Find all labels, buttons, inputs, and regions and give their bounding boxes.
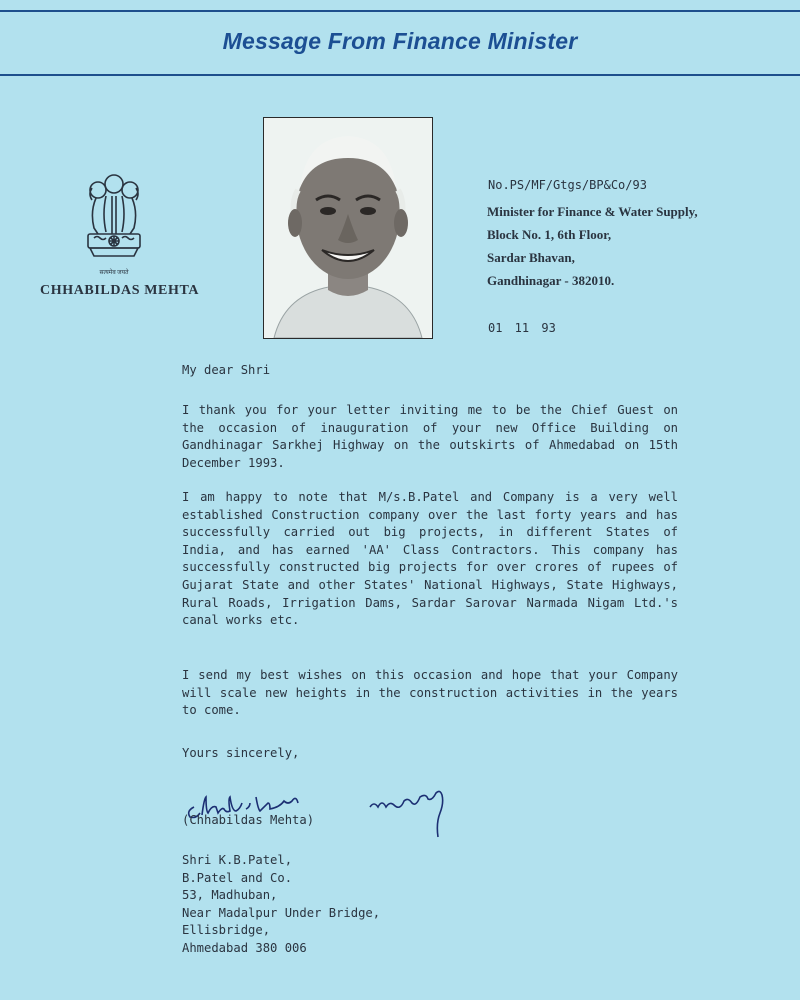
recipient-line: Shri K.B.Patel, [182,853,293,867]
salutation: My dear Shri [182,363,271,377]
signatory-name: (Chhabildas Mehta) [182,813,315,827]
recipient-line: Ahmedabad 380 006 [182,940,307,955]
page-title: Message From Finance Minister [222,28,578,54]
address-line: Gandhinagar - 382010. [487,273,615,288]
letter-paragraph: I thank you for your letter inviting me to be the Chief Guest on the occasion of inauguration of your new Office Building on Gandhinagar Sarkhej Highway on the outskirts of Ahmedabad on 15th December 1993. [182,403,678,470]
address-line: Minister for Finance & Water Supply, [487,204,698,219]
national-emblem-icon [78,168,150,278]
ministry-address [487,200,698,292]
recipient-line: 53, Madhuban, [182,888,278,903]
reference-number: No.PS/MF/Gtgs/BP&Co/93 [488,178,647,192]
letter-date: 01 11 93 [488,321,556,335]
address-line: Block No. 1, 6th Floor, [487,227,612,242]
recipient-line: Near Madalpur Under Bridge, [182,905,381,920]
emblem-motto: सत्यमेव जयते [99,270,129,276]
portrait-photo [263,117,433,339]
recipient-line: Ellisbridge, [182,923,271,938]
letter-paragraph: I am happy to note that M/s.B.Patel and Company is a very well established Construction company over the last forty years and has successfully carried out big projects, in different States of India, and has earned 'AA' Class Contractors. This company has successfully constructed big projects for over crores of rupees of Gujarat State and other States' National Highways, State Highways, Rural Roads, Irrigation Dams, Sardar Sarovar Narmada Nigam Ltd.'s canal works etc. [182,490,678,628]
header-top-rule [0,10,800,12]
letter-paragraph: I send my best wishes on this occasion and hope that your Company will scale new heights in the construction activities in the years to come. [182,668,678,718]
recipient-line: B.Patel and Co. [182,870,293,885]
recipient-address [182,852,678,958]
portrait-drawing [264,118,432,338]
closing: Yours sincerely, [182,746,300,760]
header-bottom-rule [0,74,800,76]
minister-name: CHHABILDAS MEHTA [40,283,200,298]
address-line: Sardar Bhavan, [487,250,575,265]
